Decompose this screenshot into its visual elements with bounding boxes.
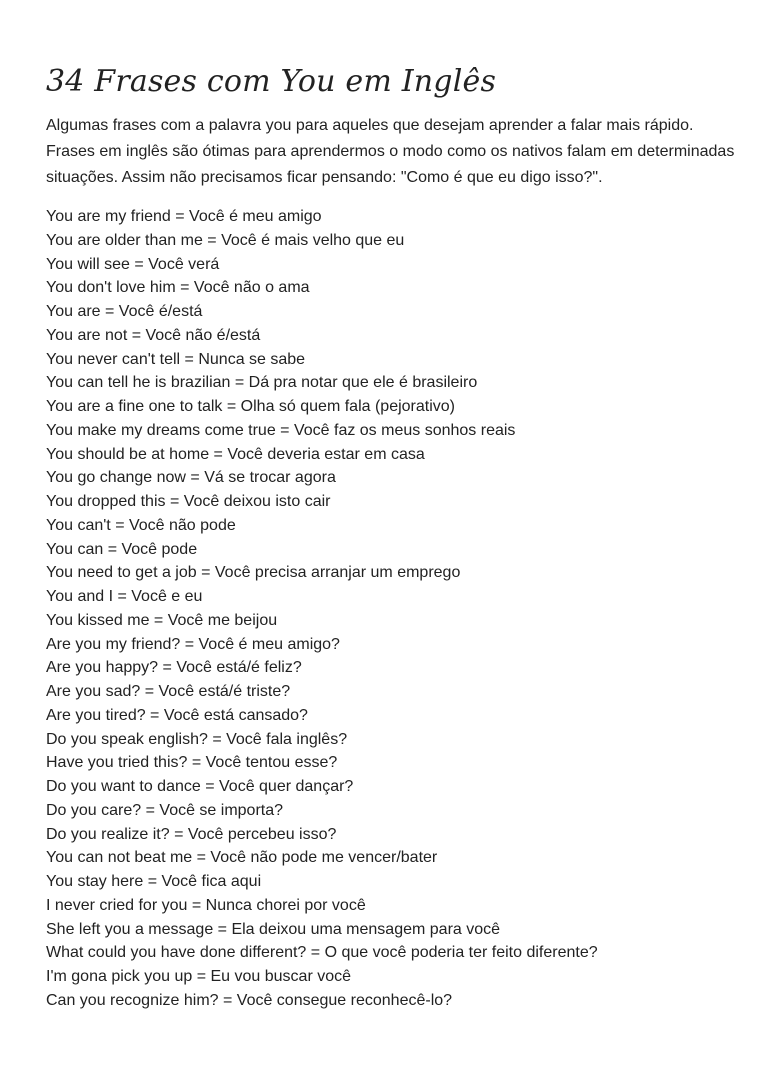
phrase-item: You make my dreams come true = Você faz os meus sonhos reais [46,421,516,439]
phrase-item: Are you tired? = Você está cansado? [46,706,308,724]
phrase-item: Can you recognize him? = Você consegue reconhecê-lo? [46,991,453,1009]
phrase-item: You will see = Você verá [46,255,220,273]
phrase-item: You are not = Você não é/está [46,326,261,344]
document-title: 34 Frases com You em Inglês [46,64,497,99]
phrase-item: Have you tried this? = Você tentou esse? [46,754,338,772]
phrase-item: You kissed me = Você me beijou [46,611,278,629]
phrase-item: You are = Você é/está [46,303,203,320]
phrase-item: You can tell he is brazilian = Dá pra notar que ele é brasileiro [46,374,478,392]
phrase-item: You never can't tell = Nunca se sabe [46,350,306,368]
phrase-item: Are you happy? = Você está/é feliz? [46,659,302,677]
phrase-item: Do you realize it? = Você percebeu isso? [46,825,337,843]
phrase-item: You go change now = Vá se trocar agora [46,469,336,487]
phrase-item: You are older than me = Você é mais velho que eu [46,231,405,249]
phrase-item: You need to get a job = Você precisa arranjar um emprego [46,564,461,582]
phrase-item: Do you want to dance = Você quer dançar? [46,778,354,795]
phrase-item: You are my friend = Você é meu amigo [46,208,322,225]
intro-paragraph: Algumas frases com a palavra you para aqueles que desejam aprender a falar mais rápido. Frases em inglês são ótimas para aprendermos o modo como os nativos falam em determinadas situações. Assim não precisamos ficar pensando: "Como é que eu digo isso?". [46,117,735,186]
phrase-item: You can not beat me = Você não pode me vencer/bater [46,849,438,867]
phrase-item: You dropped this = Você deixou isto cair [46,493,331,510]
phrase-item: What could you have done different? = O que você poderia ter feito diferente? [46,944,598,962]
phrase-item: You stay here = Você fica aqui [46,873,262,890]
phrase-item: You can = Você pode [46,540,198,558]
phrase-item: You and I = Você e eu [46,588,203,605]
phrase-item: You should be at home = Você deveria estar em casa [46,445,425,463]
phrase-item: Are you sad? = Você está/é triste? [46,683,291,700]
phrase-item: You are a fine one to talk = Olha só quem fala (pejorativo) [46,398,455,415]
phrase-item: You can't = Você não pode [46,516,236,534]
phrase-item: Do you care? = Você se importa? [46,801,284,819]
phrase-item: I never cried for you = Nunca chorei por você [46,896,366,914]
phrase-item: Do you speak english? = Você fala inglês? [46,730,348,748]
document-page [46,62,736,1013]
phrase-item: You don't love him = Você não o ama [46,279,310,297]
phrase-item: Are you my friend? = Você é meu amigo? [46,635,340,653]
phrase-item: She left you a message = Ela deixou uma mensagem para você [46,920,501,938]
phrase-list [46,205,736,1013]
phrase-item: I'm gona pick you up = Eu vou buscar você [46,968,352,985]
